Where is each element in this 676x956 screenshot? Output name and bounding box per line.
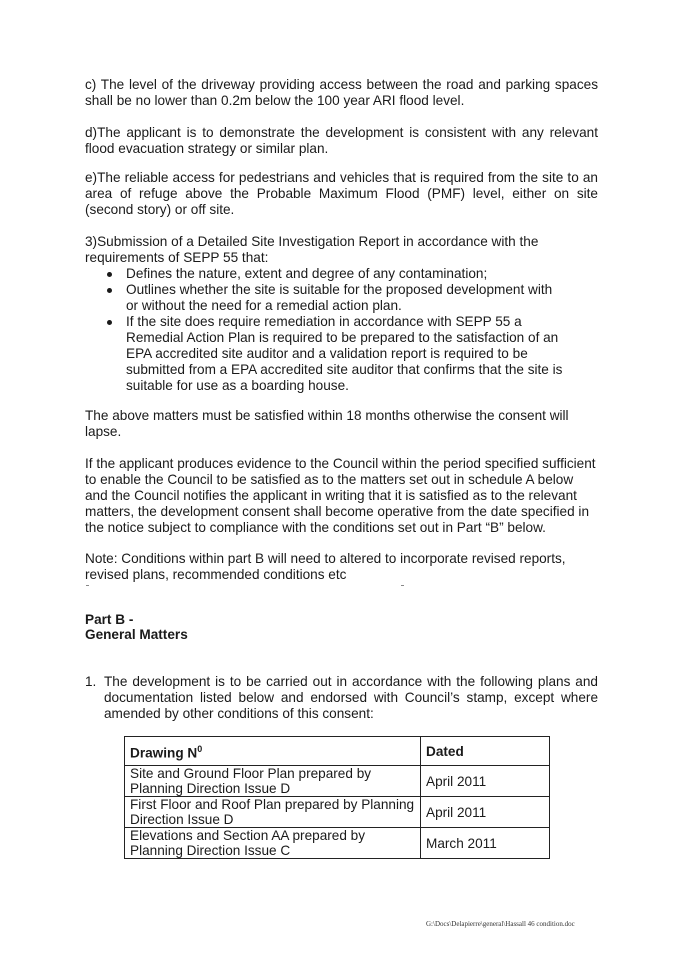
condition-item-1 bbox=[85, 674, 598, 722]
footer-file-path: G:\Docs\Delapierre\general\Hassall 46 condition.doc bbox=[426, 920, 575, 928]
table-header-row bbox=[125, 737, 550, 766]
operative-paragraph: If the applicant produces evidence to the Council within the period specified sufficient to enable the Council to be satisfied as to the matters set out in schedule A below and the Council notifies the applicant in writing that it is satisfied as to the relevant matters, the development consent shall become operative from the date specified in the notice subject to compliance with the conditions set out in Part “B” below. bbox=[85, 456, 596, 535]
bullet-item: Defines the nature, extent and degree of any contamination; bbox=[85, 266, 598, 282]
dated-cell: April 2011 bbox=[421, 766, 550, 797]
plans-table bbox=[124, 736, 550, 859]
lapse-paragraph: The above matters must be satisfied within 18 months otherwise the consent will lapse. bbox=[85, 408, 569, 439]
investigation-bullets bbox=[85, 266, 598, 394]
scan-speck bbox=[86, 585, 89, 586]
drawing-header: Drawing $N^0$ bbox=[125, 737, 421, 766]
item-number: 1. bbox=[85, 674, 97, 689]
table-row bbox=[125, 766, 550, 797]
part-b-title: Part B - bbox=[85, 612, 134, 627]
bullet-item: Outlines whether the site is suitable for the proposed development with or without the need for a remedial action plan. bbox=[85, 282, 566, 314]
condition-c: c) The level of the driveway providing access between the road and parking spaces shall be no lower than 0.2m below the 100 year ARI flood level. bbox=[85, 77, 598, 108]
condition-d: d)The applicant is to demonstrate the development is consistent with any relevant flood evacuation strategy or similar plan. bbox=[85, 125, 598, 156]
scan-speck bbox=[401, 585, 404, 586]
drawing-cell: Site and Ground Floor Plan prepared by Planning Direction Issue D bbox=[125, 766, 421, 797]
dated-cell: April 2011 bbox=[421, 797, 550, 828]
drawing-cell: Elevations and Section AA prepared by Planning Direction Issue C bbox=[125, 828, 421, 859]
table-row bbox=[125, 828, 550, 859]
note-paragraph: Note: Conditions within part B will need to altered to incorporate revised reports, revised plans, recommended conditions etc bbox=[85, 551, 566, 582]
condition-e: e)The reliable access for pedestrians and vehicles that is required from the site to an area of refuge above the Probable Maximum Flood (PMF) level, either on site (second story) or off site. bbox=[85, 170, 598, 217]
drawing-cell: First Floor and Roof Plan prepared by Planning Direction Issue D bbox=[125, 797, 421, 828]
table-row bbox=[125, 797, 550, 828]
item-text: The development is to be carried out in accordance with the following plans and documentation listed below and endorsed with Council’s stamp, except where amended by other conditions of this consent: bbox=[104, 674, 598, 721]
part-b-subtitle: General Matters bbox=[85, 627, 188, 642]
dated-cell: March 2011 bbox=[421, 828, 550, 859]
dated-header: Dated bbox=[421, 737, 550, 766]
investigation-intro: 3)Submission of a Detailed Site Investigation Report in accordance with the requirements of SEPP 55 that: bbox=[85, 234, 539, 265]
bullet-item: If the site does require remediation in accordance with SEPP 55 a Remedial Action Plan is required to be prepared to the satisfaction of an EPA accredited site auditor and a validation report is required to be submitted from a EPA accredited site auditor that confirms that the site is suitable for use as a boarding house. bbox=[85, 314, 566, 394]
